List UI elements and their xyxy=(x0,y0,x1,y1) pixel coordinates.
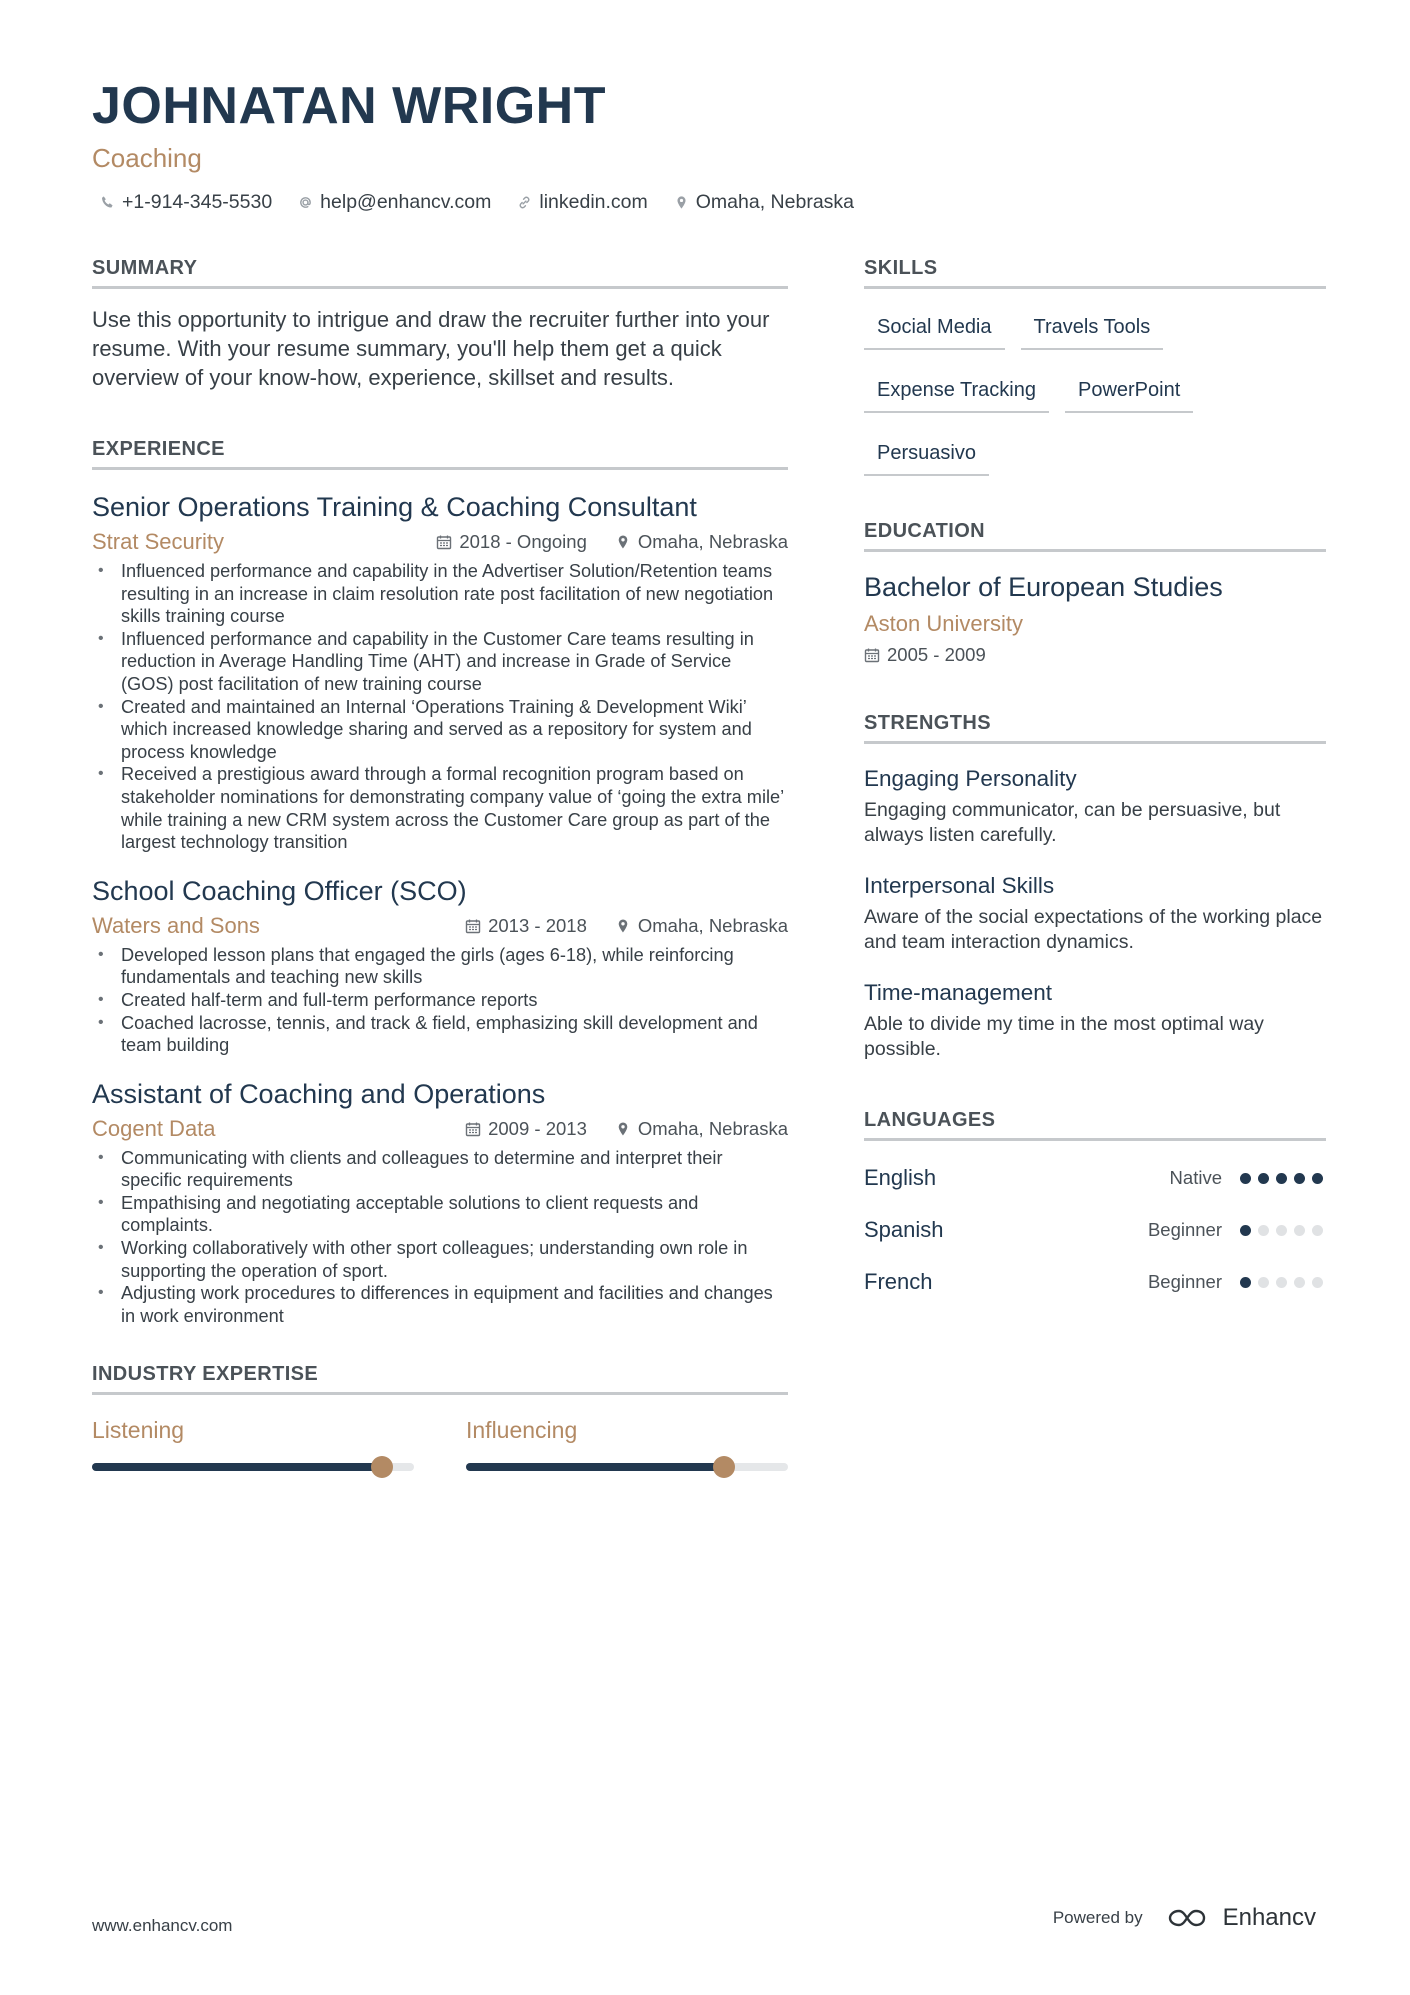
strength-item xyxy=(864,978,1326,1061)
language-row xyxy=(864,1267,1326,1297)
powered-by-text: Powered by xyxy=(1052,1908,1143,1927)
summary-text: Use this opportunity to intrigue and draw the recruiter further into your resume. With your resume summary, you'll help them get a quick overview of your know-how, experience, skillset and results. xyxy=(92,307,770,390)
enhancv-logo-icon xyxy=(1167,1905,1213,1931)
strengths-heading: STRENGTHS xyxy=(864,710,1326,744)
job-location xyxy=(615,1115,788,1143)
job-bullet: • Communicating with clients and colleagues to determine and interpret their specific requirements xyxy=(92,1147,788,1192)
language-dot xyxy=(1258,1277,1269,1288)
phone-icon xyxy=(100,195,115,210)
education-school: Aston University xyxy=(864,611,1023,636)
strength-title: Engaging Personality xyxy=(864,766,1077,791)
contact-email-text: help@enhancv.com xyxy=(320,191,492,213)
job-company: Cogent Data xyxy=(92,1115,216,1141)
strengths-section xyxy=(864,710,1326,1061)
location-icon xyxy=(615,534,631,550)
language-dot xyxy=(1294,1173,1305,1184)
job-bullet: • Received a prestigious award through a formal recognition program based on stakeholder nominations for demonstrating company value of ‘going the extra mile’ while training a new CRM system across the Customer Care group as part of the largest technology transition xyxy=(92,763,788,853)
contact-location xyxy=(674,188,854,216)
expertise-bar xyxy=(92,1463,414,1471)
language-name: English xyxy=(864,1165,937,1190)
language-dot xyxy=(1258,1173,1269,1184)
expertise-bar xyxy=(466,1463,788,1471)
job-bullet: • Empathising and negotiating acceptable solutions to client requests and complaints. xyxy=(92,1192,788,1237)
language-dot xyxy=(1240,1277,1251,1288)
job-location xyxy=(615,912,788,940)
language-dots xyxy=(1240,1277,1326,1288)
language-dot xyxy=(1276,1173,1287,1184)
expertise-bar-fill xyxy=(92,1463,382,1471)
right-column xyxy=(864,255,1326,1297)
contact-bar xyxy=(92,188,1332,216)
job-location-text: Omaha, Nebraska xyxy=(637,914,788,936)
job-entry xyxy=(92,1077,788,1328)
calendar-icon xyxy=(436,534,452,550)
job-bullets xyxy=(92,560,788,854)
expertise-label: Influencing xyxy=(466,1417,578,1444)
job-bullet: • Developed lesson plans that engaged the girls (ages 6-18), while reinforcing fundamentals and teaching new skills xyxy=(92,944,788,989)
summary-heading: SUMMARY xyxy=(92,255,788,289)
job-entry xyxy=(92,490,788,854)
location-icon xyxy=(615,1121,631,1137)
job-company: Waters and Sons xyxy=(92,912,260,938)
education-degree: Bachelor of European Studies xyxy=(864,572,1223,602)
calendar-icon xyxy=(465,918,481,934)
job-location-text: Omaha, Nebraska xyxy=(637,1117,788,1139)
at-icon xyxy=(298,195,313,210)
job-title: School Coaching Officer (SCO) xyxy=(92,875,467,906)
language-level: Beginner xyxy=(1147,1219,1222,1240)
job-bullet: • Created and maintained an Internal ‘Operations Training & Development Wiki’ which increased knowledge sharing and served as a repository for system and process knowledge xyxy=(92,696,788,764)
strength-item xyxy=(864,764,1326,847)
skill-tag: PowerPoint xyxy=(1065,370,1193,413)
strength-title: Time-management xyxy=(864,980,1052,1005)
job-title: Senior Operations Training & Coaching Consultant xyxy=(92,492,697,522)
skill-tag: Persuasivo xyxy=(864,433,989,476)
expertise-list xyxy=(92,1415,788,1471)
experience-section xyxy=(92,436,788,1327)
summary-section xyxy=(92,255,788,392)
link-icon xyxy=(517,195,532,210)
job-entry xyxy=(92,874,788,1057)
footer-branding xyxy=(1053,1904,1316,1932)
languages-heading: LANGUAGES xyxy=(864,1107,1326,1141)
job-bullet: • Adjusting work procedures to differences in equipment and facilities and changes in work environment xyxy=(92,1282,788,1327)
strength-description: Engaging communicator, can be persuasive, but always listen carefully. xyxy=(864,799,1281,846)
contact-phone[interactable] xyxy=(100,188,272,216)
contact-linkedin-text: linkedin.com xyxy=(539,191,648,213)
location-icon xyxy=(615,918,631,934)
job-meta xyxy=(92,528,788,556)
job-bullet: • Influenced performance and capability in the Customer Care teams resulting in reduction in Average Handling Time (AHT) and increase in Grade of Service (GOS) post facilitation of new training course xyxy=(92,628,788,696)
contact-email[interactable] xyxy=(298,188,491,216)
strength-description: Able to divide my time in the most optimal way possible. xyxy=(864,1013,1264,1060)
skills-section xyxy=(864,255,1326,476)
skill-tag: Social Media xyxy=(864,307,1005,350)
job-dates xyxy=(465,1115,587,1143)
education-dates xyxy=(864,642,1326,668)
job-location xyxy=(615,528,788,556)
brand-logo[interactable] xyxy=(1167,1904,1316,1932)
job-dates-text: 2009 - 2013 xyxy=(488,1117,587,1139)
job-dates xyxy=(436,528,587,556)
contact-phone-text: +1-914-345-5530 xyxy=(122,191,273,213)
strength-item xyxy=(864,871,1326,954)
job-dates-text: 2013 - 2018 xyxy=(488,914,587,936)
language-row xyxy=(864,1215,1326,1245)
education-heading: EDUCATION xyxy=(864,518,1326,552)
job-dates-text: 2018 - Ongoing xyxy=(459,531,587,552)
language-dot xyxy=(1312,1277,1323,1288)
resume-header xyxy=(92,76,1332,216)
footer-website[interactable]: www.enhancv.com xyxy=(92,1916,233,1935)
industry-expertise-heading: INDUSTRY EXPERTISE xyxy=(92,1361,788,1395)
language-dot xyxy=(1276,1225,1287,1236)
job-bullet: • Working collaboratively with other sport colleagues; understanding own role in supporting the operation of sport. xyxy=(92,1237,788,1282)
skills-list xyxy=(864,307,1326,476)
language-dot xyxy=(1240,1225,1251,1236)
job-meta xyxy=(92,1115,788,1143)
job-title: Assistant of Coaching and Operations xyxy=(92,1078,546,1109)
candidate-title: Coaching xyxy=(92,143,202,173)
expertise-bar-knob xyxy=(371,1456,393,1478)
calendar-icon xyxy=(864,647,880,663)
job-bullet: • Created half-term and full-term performance reports xyxy=(92,989,788,1012)
languages-section xyxy=(864,1107,1326,1297)
strength-title: Interpersonal Skills xyxy=(864,873,1055,898)
language-dot xyxy=(1240,1173,1251,1184)
contact-linkedin[interactable] xyxy=(517,188,647,216)
language-name: Spanish xyxy=(864,1217,944,1242)
job-location-text: Omaha, Nebraska xyxy=(637,531,788,552)
left-column xyxy=(92,255,788,1471)
language-dot xyxy=(1258,1225,1269,1236)
job-dates xyxy=(465,912,587,940)
job-meta xyxy=(92,912,788,940)
expertise-label: Listening xyxy=(92,1417,185,1444)
expertise-bar-knob xyxy=(713,1456,735,1478)
language-name: French xyxy=(864,1269,933,1294)
job-bullets xyxy=(92,944,788,1057)
job-company: Strat Security xyxy=(92,529,225,554)
language-dots xyxy=(1240,1225,1326,1236)
language-level: Native xyxy=(1169,1167,1222,1188)
language-dot xyxy=(1294,1225,1305,1236)
location-icon xyxy=(674,195,689,210)
job-bullet: • Coached lacrosse, tennis, and track & field, emphasizing skill development and team building xyxy=(92,1012,788,1057)
language-dot xyxy=(1312,1173,1323,1184)
education-section xyxy=(864,518,1326,668)
language-row xyxy=(864,1163,1326,1193)
language-dot xyxy=(1312,1225,1323,1236)
industry-expertise-section xyxy=(92,1361,788,1471)
language-level: Beginner xyxy=(1147,1271,1222,1292)
job-bullets xyxy=(92,1147,788,1328)
language-dots xyxy=(1240,1173,1326,1184)
expertise-bar-fill xyxy=(466,1463,724,1471)
language-dot xyxy=(1276,1277,1287,1288)
contact-location-text: Omaha, Nebraska xyxy=(695,191,855,213)
language-dot xyxy=(1294,1277,1305,1288)
brand-name: Enhancv xyxy=(1222,1904,1316,1931)
expertise-item xyxy=(466,1415,788,1471)
experience-heading: EXPERIENCE xyxy=(92,436,788,470)
candidate-name: JOHNATAN WRIGHT xyxy=(92,77,606,135)
strength-description: Aware of the social expectations of the working place and team interaction dynamics. xyxy=(864,906,1323,953)
skills-heading: SKILLS xyxy=(864,255,1326,289)
education-dates-text: 2005 - 2009 xyxy=(887,644,986,665)
expertise-item xyxy=(92,1415,414,1471)
job-bullet: • Influenced performance and capability in the Advertiser Solution/Retention teams resulting in an increase in claim resolution rate post facilitation of new negotiation skills training course xyxy=(92,560,788,628)
calendar-icon xyxy=(465,1121,481,1137)
skill-tag: Expense Tracking xyxy=(864,370,1049,413)
skill-tag: Travels Tools xyxy=(1021,307,1164,350)
